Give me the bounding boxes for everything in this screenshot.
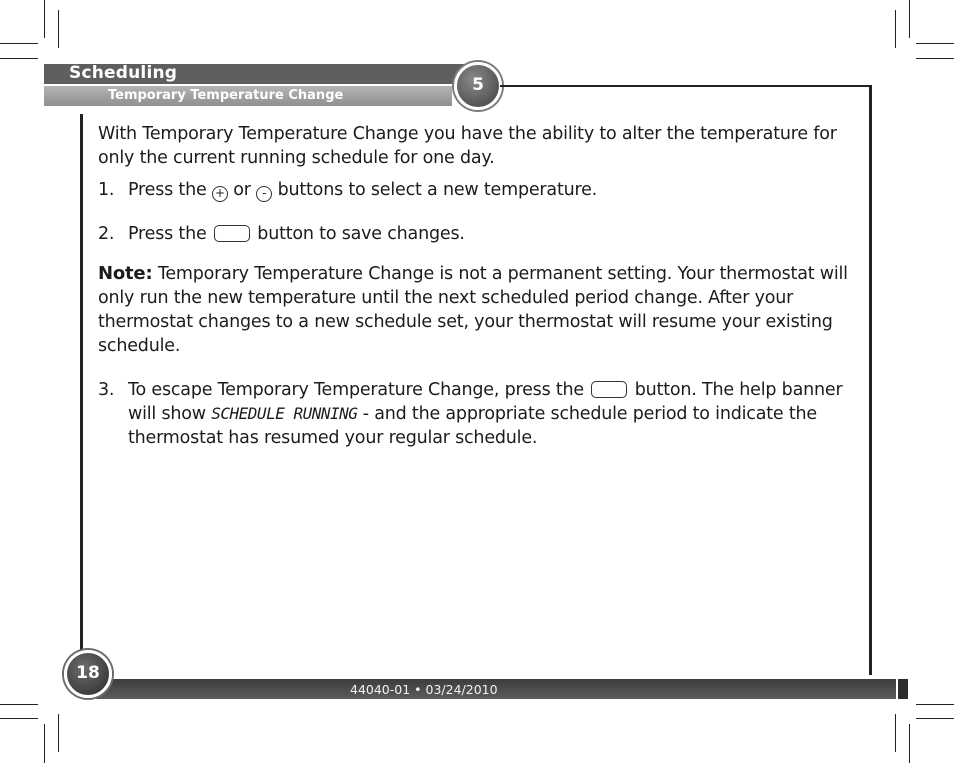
crop-mark: [0, 58, 38, 59]
chapter-number-badge: 5: [454, 62, 502, 110]
crop-mark: [44, 0, 45, 38]
escape-button-icon: [591, 381, 627, 398]
step-text: buttons to select a new temperature.: [277, 180, 598, 200]
crop-mark: [916, 704, 954, 705]
crop-mark: [58, 10, 59, 48]
page-number-badge: 18: [64, 650, 112, 698]
crop-mark: [916, 58, 954, 59]
crop-mark: [0, 718, 38, 719]
subsection-title: Temporary Temperature Change: [108, 88, 344, 103]
lcd-banner-text: SCHEDULE RUNNING: [211, 404, 358, 423]
intro-paragraph: With Temporary Temperature Change you have the ability to alter the temperature for only the current running schedule for one day.: [98, 124, 837, 168]
plus-button-icon: +: [212, 186, 228, 202]
note-label: Note:: [98, 263, 153, 284]
frame-top-rule: [500, 85, 872, 87]
page-body: [98, 122, 862, 450]
step-number: 2.: [98, 224, 115, 244]
crop-mark: [916, 43, 954, 44]
minus-button-icon: -: [256, 186, 272, 202]
crop-mark: [909, 0, 910, 38]
step-number: 1.: [98, 180, 115, 200]
frame-left-rule: [80, 114, 83, 654]
section-title: Scheduling: [69, 63, 178, 83]
step-text: Press the: [128, 180, 207, 200]
note-text: Temporary Temperature Change is not a permanent setting. Your thermostat will only run the new temperature until the next scheduled period change. After your thermostat changes to a new schedule set, your thermostat will resume your existing schedule.: [98, 264, 848, 356]
document-code: 44040-01 • 03/24/2010: [350, 682, 498, 697]
crop-mark: [895, 714, 896, 752]
step-3: [98, 378, 862, 450]
step-1: [98, 178, 862, 202]
crop-mark: [58, 714, 59, 752]
step-2: [98, 222, 862, 246]
step-text: button. The help banner will show: [128, 380, 843, 424]
crop-mark: [909, 724, 910, 763]
crop-mark: [895, 10, 896, 48]
step-text: To escape Temporary Temperature Change, press the: [128, 380, 584, 400]
step-text: Press the: [128, 224, 207, 244]
crop-mark: [44, 724, 45, 763]
crop-mark: [0, 43, 38, 44]
frame-right-rule: [869, 85, 872, 675]
crop-mark: [0, 704, 38, 705]
note-paragraph: [98, 262, 862, 358]
step-text: button to save changes.: [257, 224, 465, 244]
save-button-icon: [214, 225, 250, 242]
step-text: - and the appropriate schedule period to indicate the thermostat has resumed your regular schedule.: [128, 404, 817, 448]
step-number: 3.: [98, 380, 115, 400]
crop-mark: [916, 718, 954, 719]
footer-end-block: [898, 679, 908, 699]
step-text: or: [233, 180, 251, 200]
